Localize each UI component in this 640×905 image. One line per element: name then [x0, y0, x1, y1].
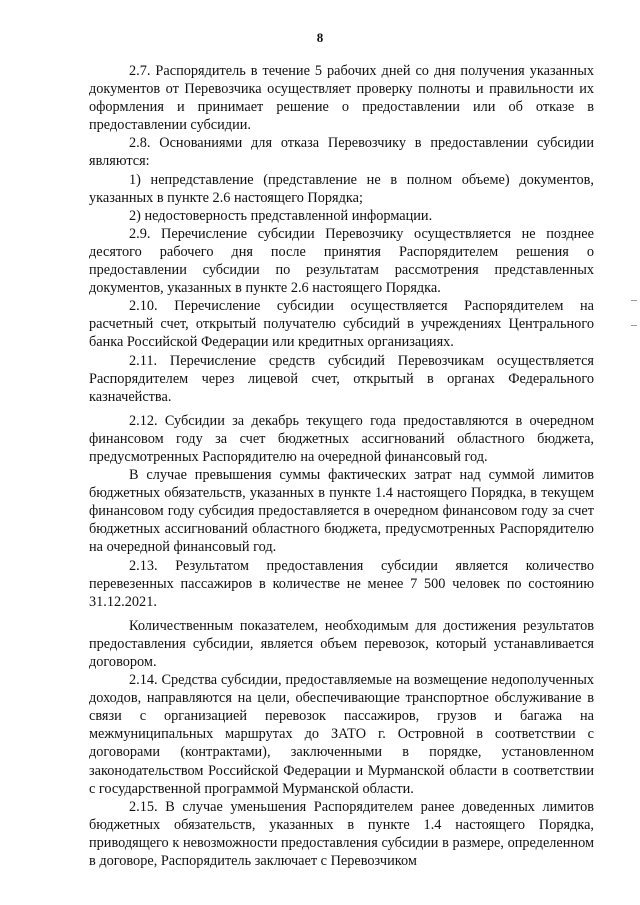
paragraph-2-11: 2.11. Перечисление средств субсидий Перевозчикам осуществляется Распорядителем через лицевой счет, открытый в органах Федерального казначейства. — [89, 352, 594, 405]
paragraph-2-8-item-2: 2) недостоверность представленной информации. — [129, 207, 433, 224]
scan-edge-mark — [631, 325, 637, 326]
paragraph-2-14: 2.14. Средства субсидии, предоставляемые на возмещение недополученных доходов, направляются на цели, обеспечивающие транспортное обслуживание в связи с организацией перевозок пассажиров, грузов и багажа на межмуниципальных маршрутах до ЗАТО г. Островной в соответствии с договорами (контрактами), заключенными в порядке, установленном законодательством Российской Федерации и Мурманской области в соответствии с государственной программой Мурманской области. — [89, 672, 594, 797]
paragraph-2-8: 2.8. Основаниями для отказа Перевозчику в предоставлении субсидии являются: — [89, 135, 594, 170]
paragraph-2-13: 2.13. Результатом предоставления субсидии является количество перевезенных пассажиров в количестве не менее 7 500 человек по состоянию 31.12.2021. — [89, 557, 594, 610]
paragraph-2-15: 2.15. В случае уменьшения Распорядителем ранее доведенных лимитов бюджетных обязательств, указанных в пункте 1.4 настоящего Порядка, приводящего к невозможности предоставления субсидии в размере, определенном в договоре, Распорядитель заключает с Перевозчиком — [89, 798, 594, 870]
paragraph-2-8-item-1: 1) непредставление (представление не в полном объеме) документов, указанных в пункте 2.6 настоящего Порядка; — [89, 171, 594, 206]
paragraph-2-13-indicator: Количественным показателем, необходимым для достижения результатов предоставления субсидии, является объем перевозок, который устанавливается договором. — [89, 617, 594, 670]
page-number: 8 — [316, 30, 324, 45]
paragraph-2-12: 2.12. Субсидии за декабрь текущего года предоставляются в очередном финансовом году за счет бюджетных ассигнований областного бюджета, предусмотренных Распорядителю на очередной финансовый год. — [89, 412, 594, 465]
paragraph-2-7: 2.7. Распорядитель в течение 5 рабочих дней со дня получения указанных документов от Перевозчика осуществляет проверку полноты и правильности их оформления и принимает решение о предоставлении или об отказе в предоставлении субсидии. — [89, 63, 594, 134]
paragraph-2-10: 2.10. Перечисление субсидии осуществляется Распорядителем на расчетный счет, открытый получателю субсидий в учреждениях Центрального банка Российской Федерации или кредитных организациях. — [89, 298, 594, 351]
scan-edge-mark — [631, 300, 637, 301]
paragraph-2-12-continued: В случае превышения суммы фактических затрат над суммой лимитов бюджетных обязательств, указанных в пункте 1.4 настоящего Порядка, в текущем финансовом году субсидия предоставляется в очередном финансовом году за счет бюджетных ассигнований областного бюджета, предусмотренных Распорядителю на очередной финансовый год. — [89, 467, 594, 556]
paragraph-2-9: 2.9. Перечисление субсидии Перевозчику осуществляется не позднее десятого рабочего дня после принятия Распорядителем решения о предоставлении субсидии по результатам рассмотрения представленных документов, указанных в пункте 2.6 настоящего Порядка. — [89, 225, 594, 297]
document-body — [89, 62, 594, 870]
